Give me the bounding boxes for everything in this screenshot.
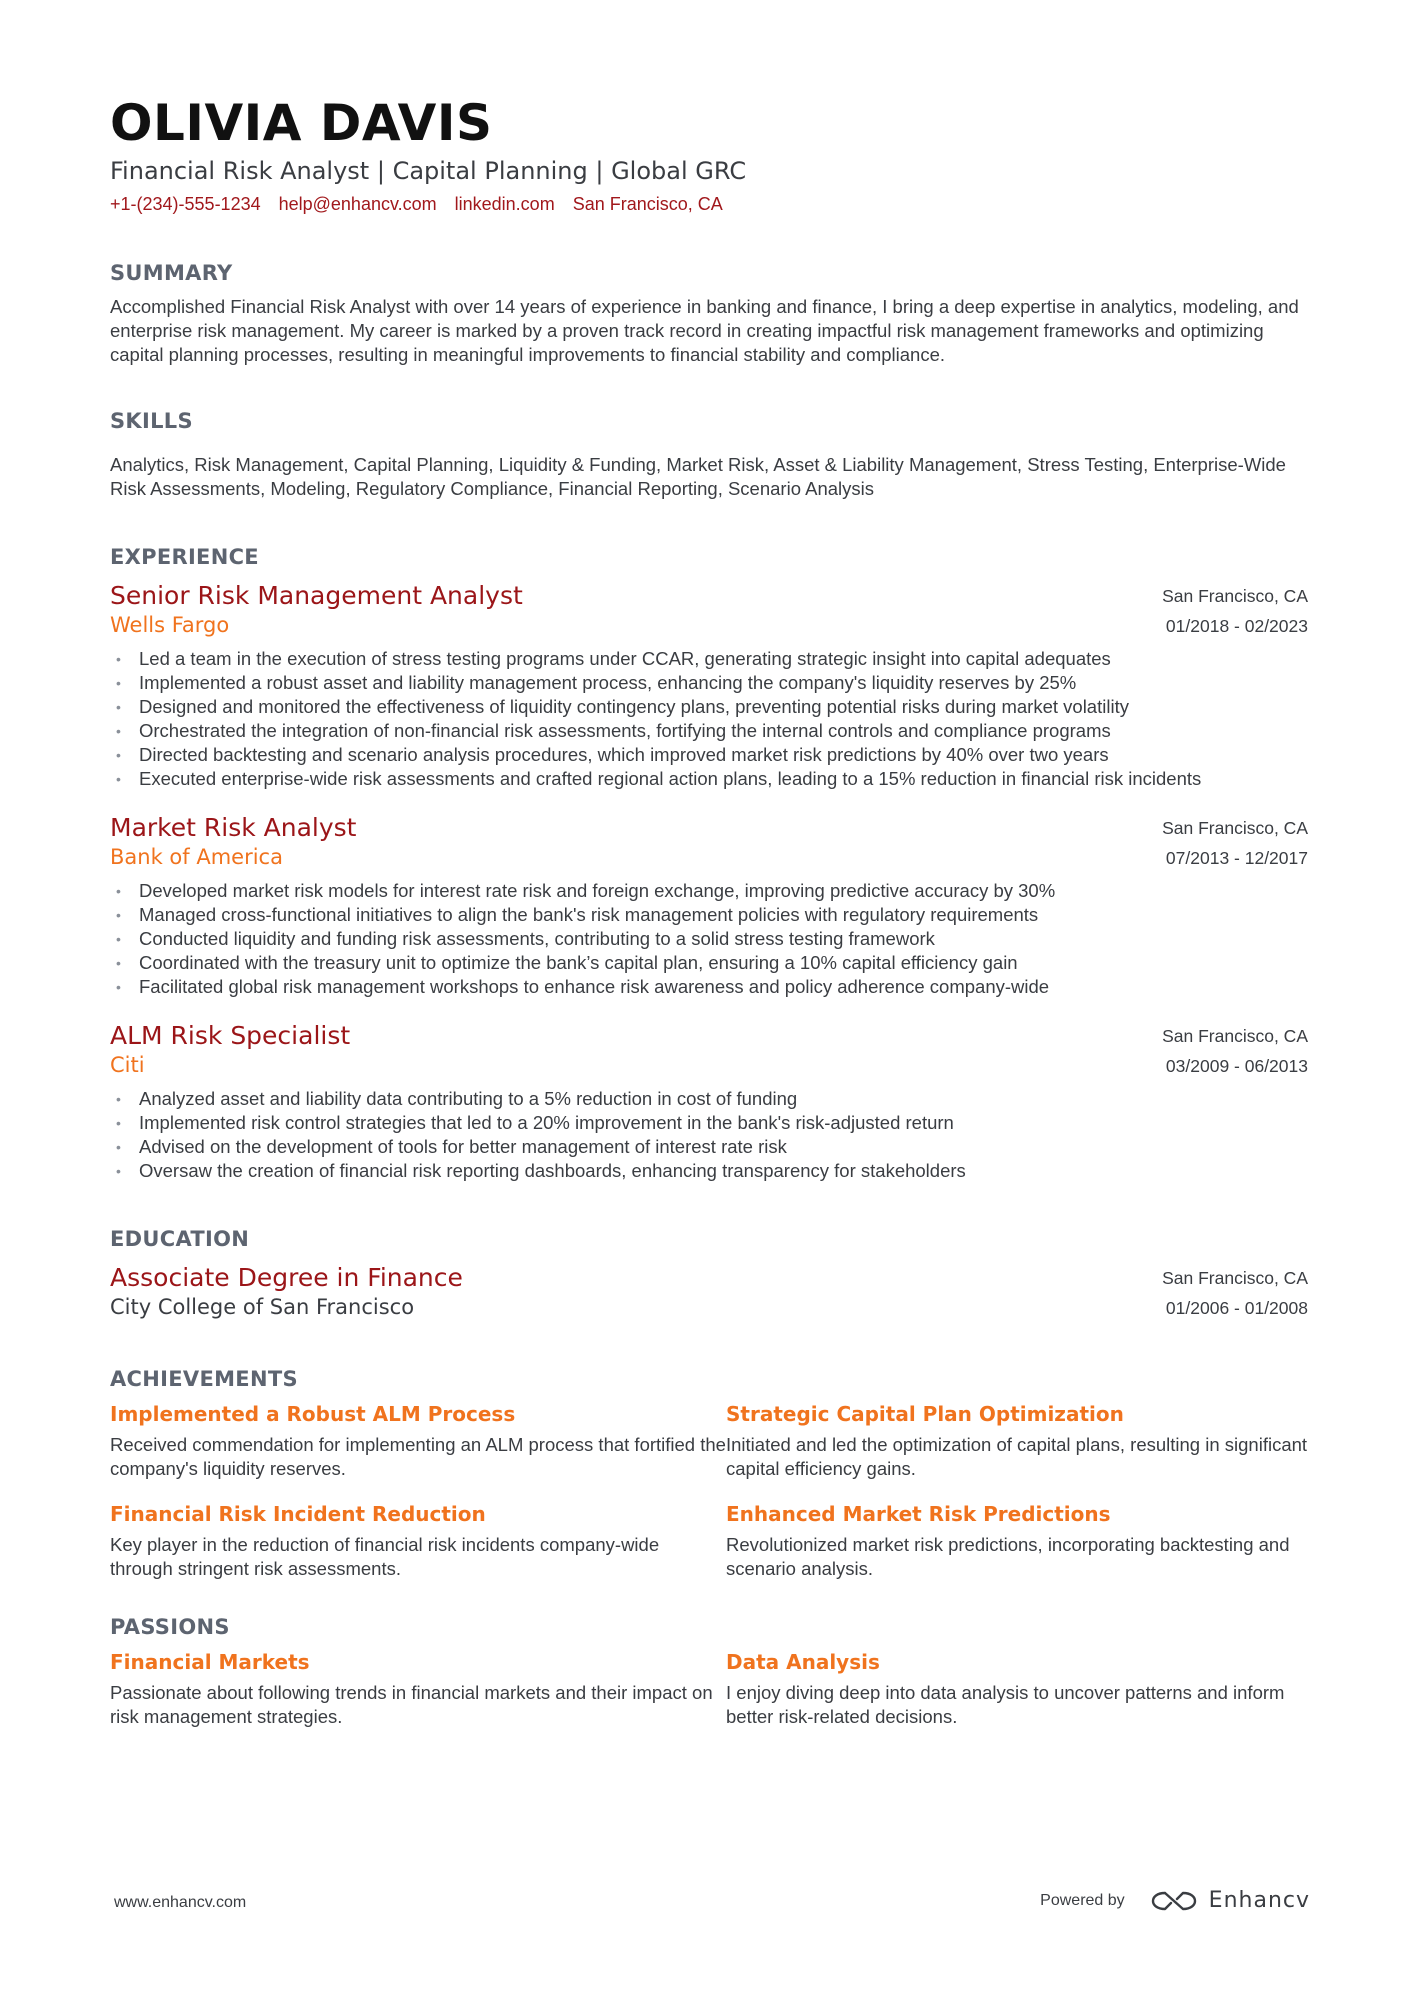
- candidate-headline: Financial Risk Analyst | Capital Planning | Global GRC: [110, 157, 747, 185]
- bullet-item: • Advised on the development of tools for better management of interest rate risk: [110, 1135, 1308, 1159]
- achievements-grid: [110, 1401, 1308, 1601]
- passion-text: Passionate about following trends in financial markets and their impact on risk management strategies.: [110, 1681, 713, 1727]
- bullet-item: • Managed cross-functional initiatives to align the bank's risk management policies with regulatory requirements: [110, 903, 1308, 927]
- education-location: San Francisco, CA: [1162, 1267, 1308, 1288]
- experience-entry: [110, 1021, 1308, 1183]
- skills-list: Analytics, Risk Management, Capital Planning, Liquidity & Funding, Market Risk, Asset & Liability Management, Stress Testing, Enterprise-Wide Risk Assessments, Modeling, Regulatory Compliance, Financial Reporting, Scenario Analysis: [110, 453, 1286, 499]
- education-heading: EDUCATION: [110, 1226, 250, 1251]
- enhancv-logo-icon: [1151, 1889, 1197, 1913]
- job-title: ALM Risk Specialist: [110, 1020, 351, 1050]
- job-bullets: [110, 879, 1308, 999]
- bullet-item: • Conducted liquidity and funding risk assessments, contributing to a solid stress testing framework: [110, 927, 1308, 951]
- passion-title: Data Analysis: [726, 1649, 880, 1674]
- job-location: San Francisco, CA: [1162, 817, 1308, 838]
- bullet-item: • Developed market risk models for interest rate risk and foreign exchange, improving predictive accuracy by 30%: [110, 879, 1308, 903]
- job-dates: 01/2018 - 02/2023: [1165, 615, 1308, 636]
- degree-title: Associate Degree in Finance: [110, 1262, 463, 1292]
- bullet-item: • Executed enterprise-wide risk assessments and crafted regional action plans, leading to a 15% reduction in financial risk incidents: [110, 767, 1308, 791]
- contact-phone[interactable]: +1-(234)-555-1234: [110, 194, 261, 215]
- page-footer: [114, 1886, 1310, 1926]
- job-company: Bank of America: [110, 844, 283, 869]
- bullet-item: • Implemented a robust asset and liability management process, enhancing the company's liquidity reserves by 25%: [110, 671, 1308, 695]
- achievement-title: Financial Risk Incident Reduction: [110, 1501, 486, 1526]
- achievement-text: Initiated and led the optimization of capital plans, resulting in significant capital efficiency gains.: [726, 1433, 1308, 1479]
- contact-email[interactable]: help@enhancv.com: [278, 194, 437, 215]
- job-title: Senior Risk Management Analyst: [110, 580, 523, 610]
- enhancv-brand-name: Enhancv: [1208, 1888, 1310, 1913]
- achievement-title: Enhanced Market Risk Predictions: [726, 1501, 1111, 1526]
- job-bullets: [110, 1087, 1308, 1183]
- summary-heading: SUMMARY: [110, 260, 233, 285]
- achievements-heading: ACHIEVEMENTS: [110, 1366, 298, 1391]
- job-company: Wells Fargo: [110, 612, 230, 637]
- bullet-item: • Led a team in the execution of stress testing programs under CCAR, generating strategic insight into capital adequates: [110, 647, 1308, 671]
- powered-by-label: Powered by: [1040, 1891, 1125, 1909]
- passion-item: [726, 1649, 1308, 1729]
- passion-title: Financial Markets: [110, 1649, 310, 1674]
- experience-entry: [110, 581, 1308, 791]
- achievement-text: Revolutionized market risk predictions, incorporating backtesting and scenario analysis.: [726, 1533, 1290, 1579]
- job-location: San Francisco, CA: [1162, 1025, 1308, 1046]
- bullet-item: • Facilitated global risk management workshops to enhance risk awareness and policy adherence company-wide: [110, 975, 1308, 999]
- contact-bar: [110, 193, 1308, 216]
- job-dates: 07/2013 - 12/2017: [1165, 847, 1308, 868]
- bullet-item: • Analyzed asset and liability data contributing to a 5% reduction in cost of funding: [110, 1087, 1308, 1111]
- footer-url[interactable]: www.enhancv.com: [114, 1894, 247, 1911]
- bullet-item: • Coordinated with the treasury unit to optimize the bank’s capital plan, ensuring a 10% capital efficiency gain: [110, 951, 1308, 975]
- experience-heading: EXPERIENCE: [110, 544, 259, 569]
- powered-by: [1040, 1888, 1310, 1913]
- enhancv-logo[interactable]: [1151, 1888, 1310, 1913]
- contact-linkedin[interactable]: linkedin.com: [454, 194, 555, 215]
- job-bullets: [110, 647, 1308, 791]
- bullet-item: • Directed backtesting and scenario analysis procedures, which improved market risk predictions by 40% over two years: [110, 743, 1308, 767]
- passions-heading: PASSIONS: [110, 1614, 230, 1639]
- passions-grid: [110, 1649, 1308, 1749]
- achievement-item: [110, 1501, 726, 1581]
- achievement-text: Received commendation for implementing an ALM process that fortified the company's liquidity reserves.: [110, 1433, 726, 1479]
- achievement-title: Implemented a Robust ALM Process: [110, 1401, 516, 1426]
- bullet-item: • Designed and monitored the effectiveness of liquidity contingency plans, preventing potential risks during market volatility: [110, 695, 1308, 719]
- bullet-item: • Orchestrated the integration of non-financial risk assessments, fortifying the internal controls and compliance programs: [110, 719, 1308, 743]
- achievement-text: Key player in the reduction of financial risk incidents company-wide through stringent risk assessments.: [110, 1533, 660, 1579]
- summary-text: Accomplished Financial Risk Analyst with over 14 years of experience in banking and finance, I bring a deep expertise in analytics, modeling, and enterprise risk management. My career is marked by a proven track record in creating impactful risk management frameworks and optimizing capital planning processes, resulting in meaningful improvements to financial stability and compliance.: [110, 295, 1299, 365]
- bullet-item: • Oversaw the creation of financial risk reporting dashboards, enhancing transparency for stakeholders: [110, 1159, 1308, 1183]
- education-entry: [110, 1263, 1308, 1323]
- resume-page: [110, 96, 1308, 1749]
- school-name: City College of San Francisco: [110, 1294, 415, 1319]
- job-location: San Francisco, CA: [1162, 585, 1308, 606]
- job-dates: 03/2009 - 06/2013: [1165, 1055, 1308, 1076]
- skills-heading: SKILLS: [110, 408, 193, 433]
- bullet-item: • Implemented risk control strategies that led to a 20% improvement in the bank's risk-adjusted return: [110, 1111, 1308, 1135]
- contact-location: San Francisco, CA: [572, 194, 723, 215]
- achievement-item: [726, 1401, 1308, 1481]
- experience-entry: [110, 813, 1308, 999]
- achievement-title: Strategic Capital Plan Optimization: [726, 1401, 1124, 1426]
- achievement-item: [110, 1401, 726, 1481]
- candidate-name: OLIVIA DAVIS: [110, 94, 493, 152]
- education-dates: 01/2006 - 01/2008: [1165, 1297, 1308, 1318]
- achievement-item: [726, 1501, 1308, 1581]
- job-company: Citi: [110, 1052, 145, 1077]
- passion-item: [110, 1649, 726, 1729]
- passion-text: I enjoy diving deep into data analysis to uncover patterns and inform better risk-related decisions.: [726, 1681, 1285, 1727]
- job-title: Market Risk Analyst: [110, 812, 357, 842]
